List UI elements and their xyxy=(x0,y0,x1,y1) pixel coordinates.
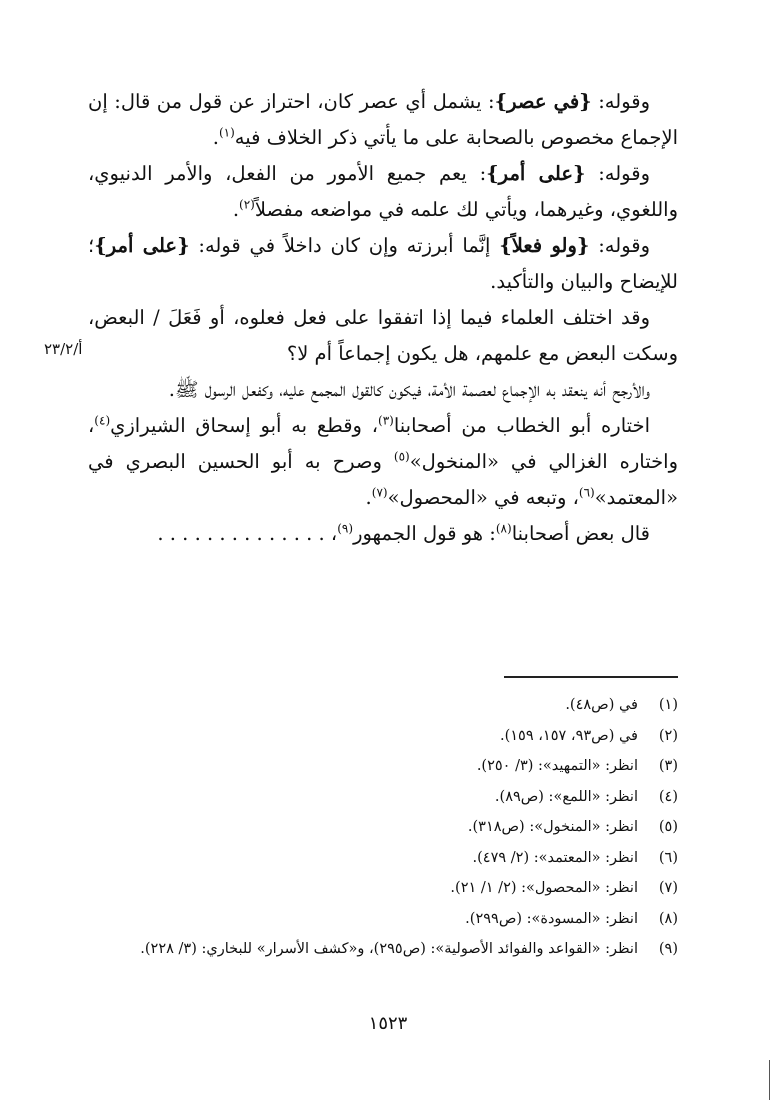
footnote-number: (٦) xyxy=(658,849,678,866)
text-span: ، وقطع به أبو إسحاق الشيرازي xyxy=(110,414,379,437)
text-span: قال بعض أصحابنا xyxy=(511,522,650,545)
text-span: ؛ للإيضاح والبيان والتأكيد. xyxy=(88,234,678,293)
paragraph-6 xyxy=(88,408,678,516)
footnote-item xyxy=(88,782,678,813)
footnote-number: (٧) xyxy=(658,880,678,896)
quoted-term: {على أمر} xyxy=(94,234,190,257)
text-span: ، xyxy=(324,522,338,545)
footnote-ref[interactable]: (٢) xyxy=(239,197,255,212)
paragraph-1 xyxy=(88,84,678,156)
scan-edge-mark xyxy=(769,1060,770,1100)
text-span: . xyxy=(365,486,372,509)
text-span: إنَّما أبرزته وإن كان داخلاً في قوله: xyxy=(189,234,500,257)
footnote-number: (٤) xyxy=(658,788,678,805)
footnote-ref[interactable]: (٣) xyxy=(378,413,394,428)
text-span: : يعم جميع الأمور من الفعل، والأمر الدنيوي، واللغوي، وغيرهما، ويأتي لك علمه في مواضعه مفصلاً xyxy=(88,162,678,221)
text-span: وقوله: xyxy=(589,234,651,257)
text-span: : يشمل أي عصر كان، احتراز عن قول من قال: إن الإجماع مخصوص بالصحابة على ما يأتي ذكر الخلاف فيه xyxy=(88,90,678,149)
footnote-text: انظر: «التمهيد»: (٣/ ٢٥٠). xyxy=(476,758,638,774)
footnote-item xyxy=(88,751,678,782)
footnote-ref[interactable]: (٨) xyxy=(495,521,512,536)
paragraph-7 xyxy=(88,516,678,552)
text-span: . xyxy=(212,126,219,149)
footnote-item xyxy=(88,721,678,752)
paragraph-4 xyxy=(88,300,678,372)
footnote-item xyxy=(88,690,678,721)
footnote-number: (٢) xyxy=(658,727,678,744)
footnote-separator xyxy=(504,676,678,678)
text-span: وقوله: xyxy=(585,162,650,185)
paragraph-3 xyxy=(88,228,678,300)
text-span: : هو قول الجمهور xyxy=(353,522,496,545)
paragraph-5 xyxy=(88,372,678,408)
footnote-number: (٥) xyxy=(658,819,678,835)
text-span: اختاره أبو الخطاب من أصحابنا xyxy=(393,414,650,437)
page-number: ١٥٢٣ xyxy=(368,1013,408,1034)
footnote-item xyxy=(88,934,678,965)
text-span: . xyxy=(232,198,240,221)
footnote-ref[interactable]: (٩) xyxy=(337,521,354,536)
text-span: وصرح به أبو الحسين البصري في «المعتمد» xyxy=(88,450,678,509)
footnote-text: انظر: «المحصول»: (٢/ ١/ ٢١). xyxy=(450,880,638,896)
quoted-term: {في عصر} xyxy=(494,90,592,113)
footnote-ref[interactable]: (٧) xyxy=(371,485,388,500)
footnotes xyxy=(88,690,678,965)
footnote-number: (٩) xyxy=(658,941,678,957)
text-span: وقوله: xyxy=(591,90,651,113)
footnote-item xyxy=(88,843,678,874)
footnote-text: في (ص٤٨). xyxy=(565,697,638,713)
footnote-text: انظر: «اللمع»: (ص٨٩). xyxy=(494,788,638,805)
quoted-term: {ولو فعلاً} xyxy=(499,234,590,257)
footnote-ref[interactable]: (٥) xyxy=(393,449,410,464)
footnote-text: انظر: «المعتمد»: (٢/ ٤٧٩). xyxy=(472,849,638,866)
footnote-ref[interactable]: (٤) xyxy=(94,413,111,428)
text-span: والأرجح أنه ينعقد به الإجماع لعصمة الأمة، فيكون كالقول المجمع عليه، وكفعل الرسول xyxy=(198,378,650,401)
footnote-item xyxy=(88,904,678,935)
salutation-glyph: ﷺ xyxy=(174,378,199,401)
footnote-ref[interactable]: (١) xyxy=(218,125,235,140)
footnote-text: انظر: «المنخول»: (ص٣١٨). xyxy=(467,819,638,835)
text-span: . xyxy=(168,378,175,401)
text-span: ، وتبعه في «المحصول» xyxy=(387,486,579,509)
footnote-text: انظر: «القواعد والفوائد الأصولية»: (ص٢٩٥)، و«كشف الأسرار» للبخاري: (٣/ ٢٢٨). xyxy=(140,941,638,957)
text-span: وقد اختلف العلماء فيما إذا اتفقوا على فعل فعلوه، أو فَعَلَ / البعض، وسكت البعض مع علمهم، هل يكون إجماعاً أم لا؟ xyxy=(88,306,678,365)
footnote-ref[interactable]: (٦) xyxy=(578,485,595,500)
quoted-term: {على أمر} xyxy=(486,162,586,185)
manuscript-folio-ref: أ/٢٣/٢ xyxy=(44,340,83,358)
footnote-item xyxy=(88,812,678,843)
footnote-number: (٨) xyxy=(658,910,678,927)
footnote-text: انظر: «المسودة»: (ص٢٩٩). xyxy=(465,910,638,927)
main-text xyxy=(88,84,678,552)
ellipsis-dots: . . . . . . . . . . . . . . xyxy=(157,522,325,545)
paragraph-2 xyxy=(88,156,678,228)
footnote-number: (٣) xyxy=(658,758,678,774)
footnote-item xyxy=(88,873,678,904)
footnote-number: (١) xyxy=(658,697,678,713)
text-span: ، واختاره الغزالي في «المنخول» xyxy=(88,414,678,473)
footnote-text: في (ص٩٣، ١٥٧، ١٥٩). xyxy=(499,727,638,744)
